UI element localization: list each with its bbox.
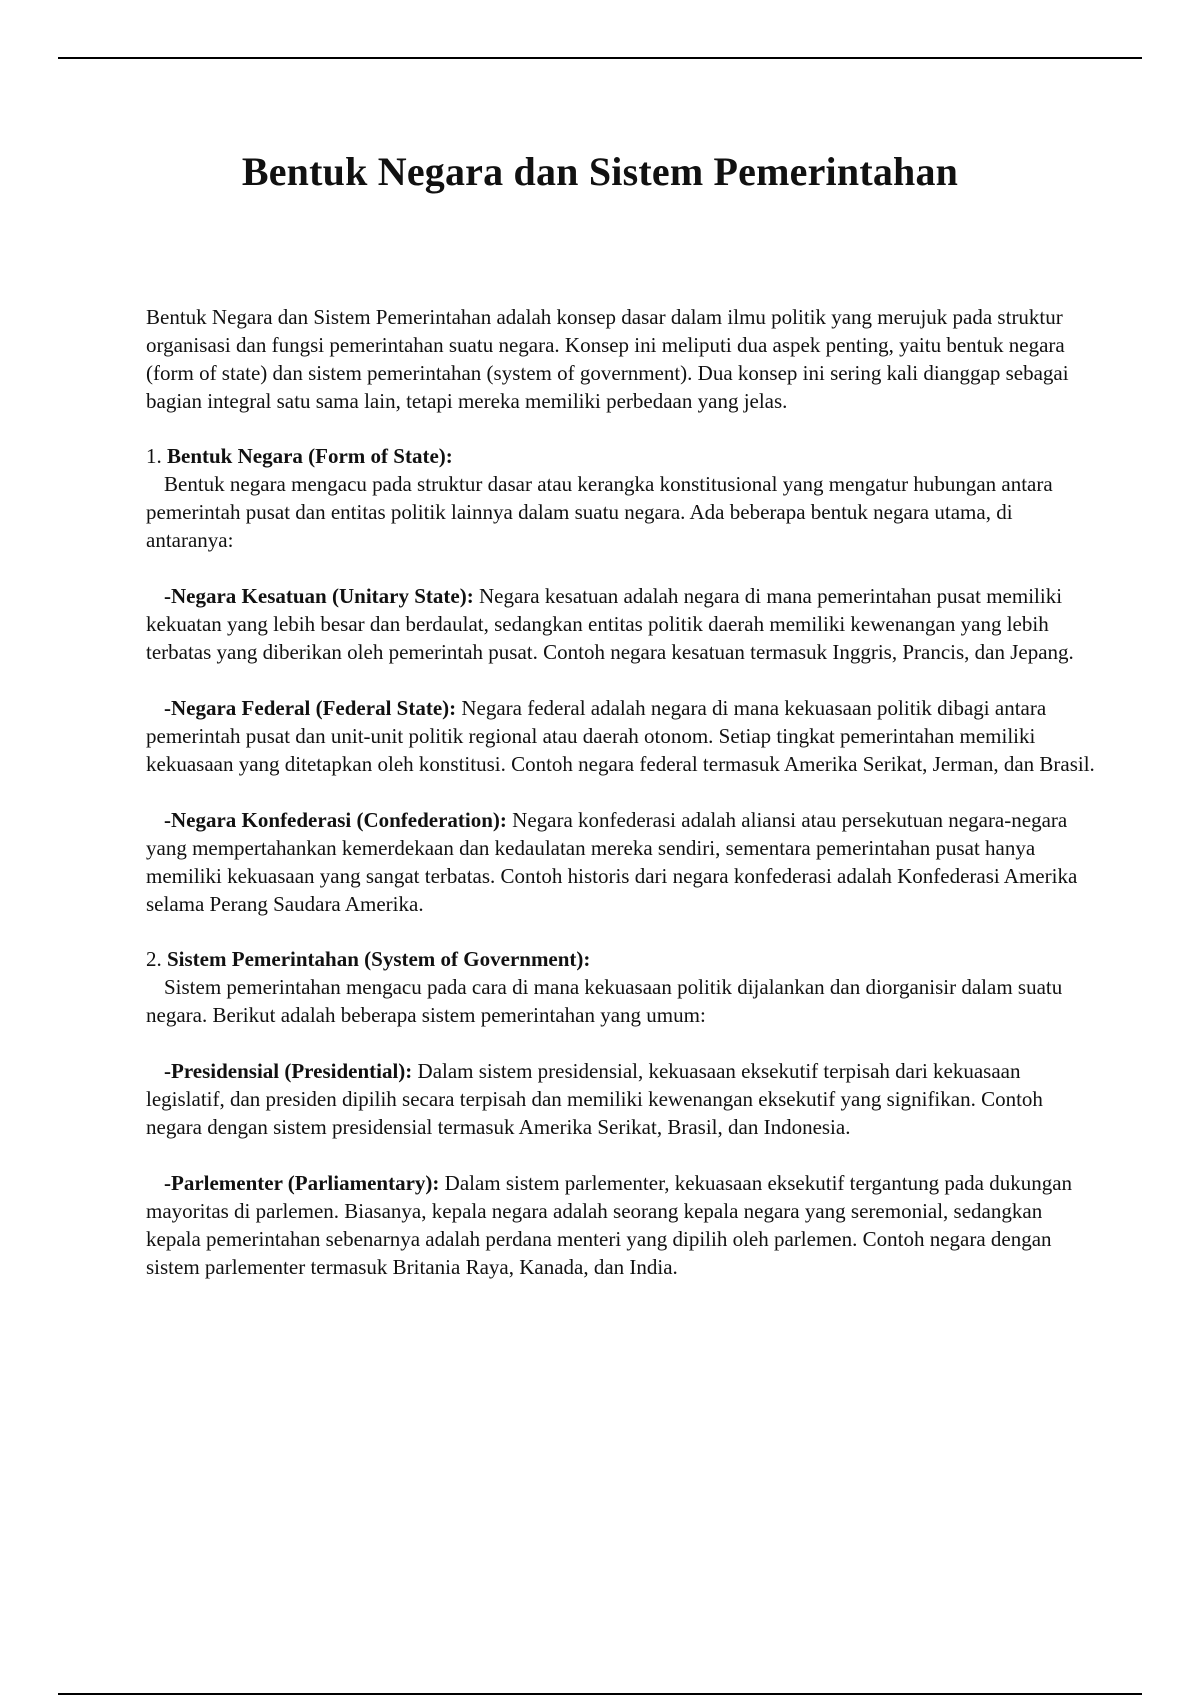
item-text: Dalam sistem parlementer, kekuasaan eksekutif tergantung pada dukungan mayoritas di parlemen. Biasanya, kepala negara adalah seorang kepala negara yang seremonial, sedangkan kepala pemerintahan sebenarnya adalah perdana menteri yang dipilih oleh parlemen. Contoh negara dengan sistem parlementer termasuk Britania Raya, Kanada, dan India. xyxy=(146,1171,1073,1279)
list-item-federal-state xyxy=(146,694,1096,778)
list-item-parliamentary xyxy=(146,1169,1096,1281)
list-item-presidential xyxy=(146,1057,1096,1141)
item-text: Dalam sistem presidensial, kekuasaan eksekutif terpisah dari kekuasaan legislatif, dan presiden dipilih secara terpisah dan memiliki kewenangan eksekutif yang signifikan. Contoh negara dengan sistem presidensial termasuk Amerika Serikat, Brasil, dan Indonesia. xyxy=(146,1059,1043,1139)
section-description: Bentuk negara mengacu pada struktur dasar atau kerangka konstitusional yang mengatur hubungan antara pemerintah pusat dan entitas politik lainnya dalam suatu negara. Ada beberapa bentuk negara utama, di antaranya: xyxy=(146,472,1053,552)
list-item-unitary-state xyxy=(146,582,1096,666)
item-term: -Negara Konfederasi (Confederation): xyxy=(164,808,507,832)
item-term: -Presidensial (Presidential): xyxy=(164,1059,413,1083)
item-text: Negara konfederasi adalah aliansi atau persekutuan negara-negara yang mempertahankan kemerdekaan dan kedaulatan mereka sendiri, sementara pemerintahan pusat hanya memiliki kekuasaan yang sangat terbatas. Contoh historis dari negara konfederasi adalah Konfederasi Amerika selama Perang Saudara Amerika. xyxy=(146,808,1078,916)
section-heading-system-of-government xyxy=(146,945,1096,973)
top-rule xyxy=(58,57,1142,59)
document-body xyxy=(146,303,1096,1309)
section-number: 2. xyxy=(146,947,162,971)
section-heading-text: Sistem Pemerintahan (System of Government): xyxy=(167,947,591,971)
section-heading-form-of-state xyxy=(146,442,1096,470)
intro-paragraph: Bentuk Negara dan Sistem Pemerintahan adalah konsep dasar dalam ilmu politik yang merujuk pada struktur organisasi dan fungsi pemerintahan suatu negara. Konsep ini meliputi dua aspek penting, yaitu bentuk negara (form of state) dan sistem pemerintahan (system of government). Dua konsep ini sering kali dianggap sebagai bagian integral satu sama lain, tetapi mereka memiliki perbedaan yang jelas. xyxy=(146,305,1069,413)
item-term: -Negara Kesatuan (Unitary State): xyxy=(164,584,474,608)
section-number: 1. xyxy=(146,444,162,468)
item-term: -Parlementer (Parliamentary): xyxy=(164,1171,440,1195)
page-title: Bentuk Negara dan Sistem Pemerintahan xyxy=(241,149,959,194)
bottom-rule xyxy=(58,1693,1142,1695)
section-description: Sistem pemerintahan mengacu pada cara di mana kekuasaan politik dijalankan dan diorganisir dalam suatu negara. Berikut adalah beberapa sistem pemerintahan yang umum: xyxy=(146,975,1063,1027)
section-heading-text: Bentuk Negara (Form of State): xyxy=(167,444,453,468)
item-text: Negara kesatuan adalah negara di mana pemerintahan pusat memiliki kekuatan yang lebih besar dan berdaulat, sedangkan entitas politik daerah memiliki kewenangan yang lebih terbatas yang diberikan oleh pemerintah pusat. Contoh negara kesatuan termasuk Inggris, Prancis, dan Jepang. xyxy=(146,584,1074,664)
item-text: Negara federal adalah negara di mana kekuasaan politik dibagi antara pemerintah pusat dan unit-unit politik regional atau daerah otonom. Setiap tingkat pemerintahan memiliki kekuasaan yang ditetapkan oleh konstitusi. Contoh negara federal termasuk Amerika Serikat, Jerman, dan Brasil. xyxy=(146,696,1095,776)
list-item-confederation xyxy=(146,806,1096,918)
item-term: -Negara Federal (Federal State): xyxy=(164,696,457,720)
